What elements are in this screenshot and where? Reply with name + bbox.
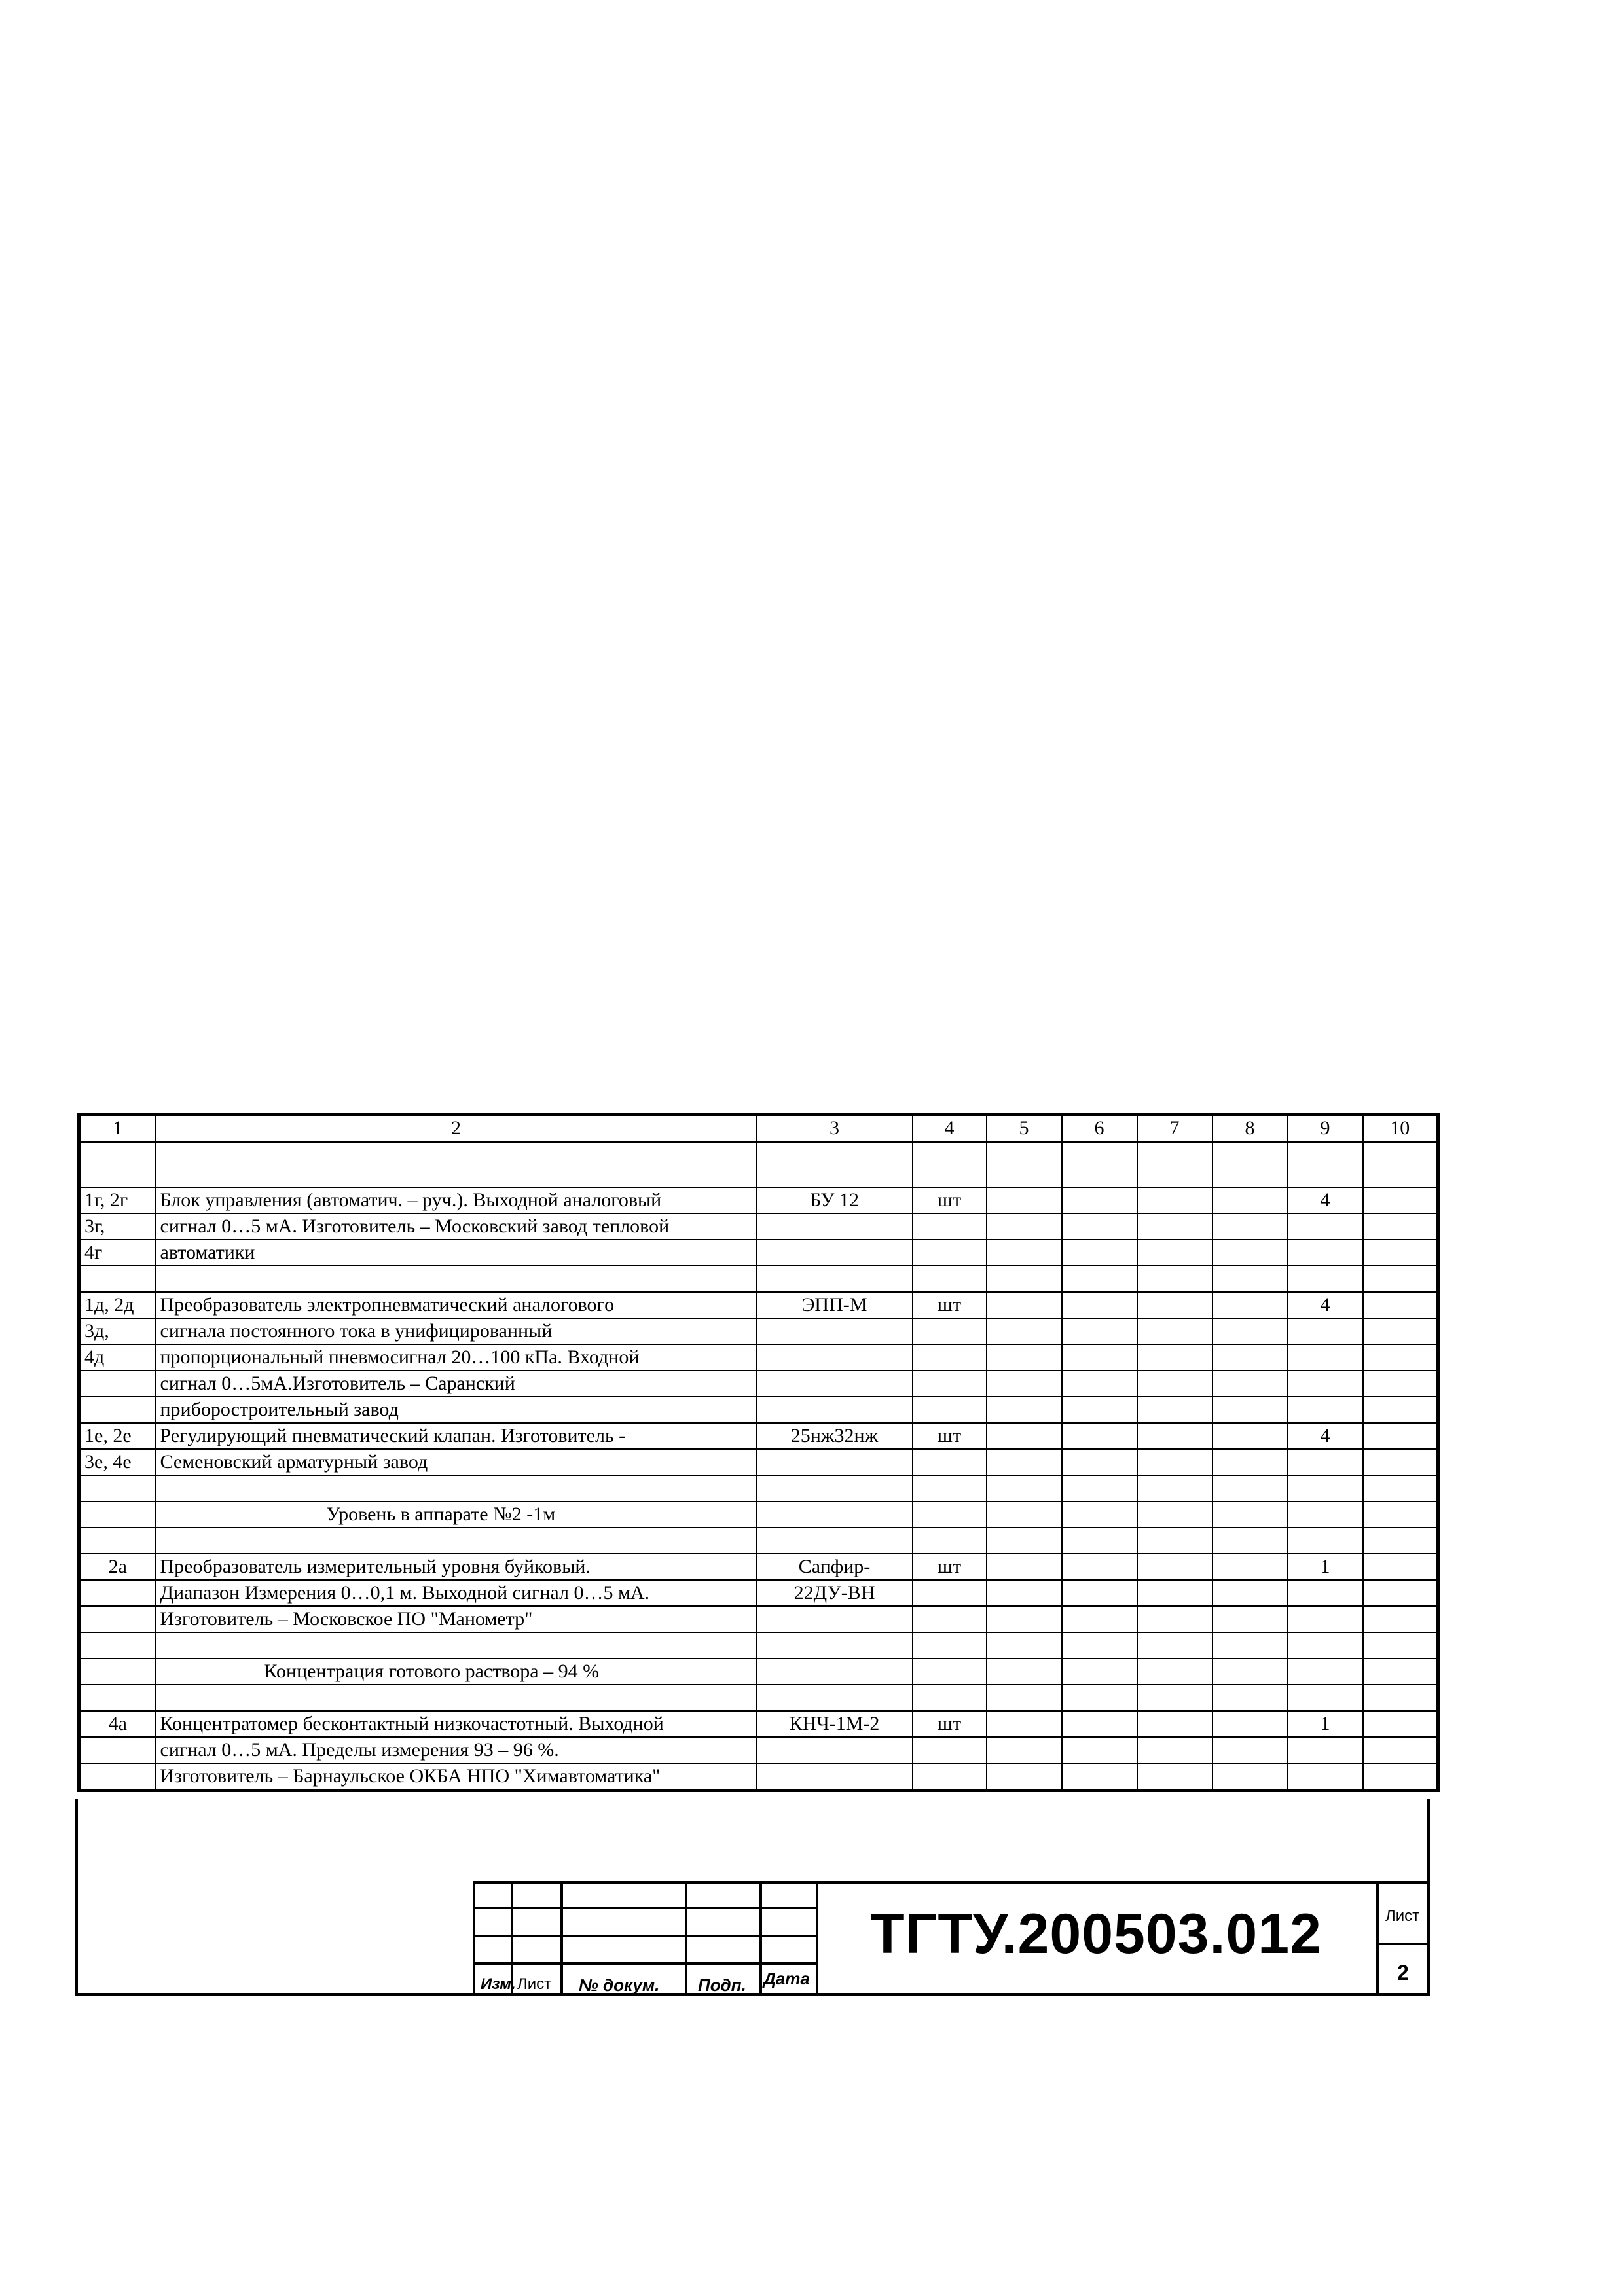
table-cell-c9 bbox=[1288, 1659, 1363, 1685]
table-cell-c6 bbox=[1062, 1554, 1137, 1580]
table-cell-c8 bbox=[1213, 1580, 1288, 1606]
table-cell-c1: 1г, 2г bbox=[79, 1187, 156, 1213]
table-cell-c9 bbox=[1288, 1371, 1363, 1397]
table-cell-c2 bbox=[156, 1142, 757, 1187]
table-cell-c7 bbox=[1137, 1528, 1213, 1554]
column-header: 4 bbox=[913, 1115, 987, 1143]
table-cell-c4 bbox=[913, 1344, 987, 1371]
table-cell-c6 bbox=[1062, 1187, 1137, 1213]
table-cell-c4 bbox=[913, 1318, 987, 1344]
table-cell-c4 bbox=[913, 1213, 987, 1240]
table-cell-c4 bbox=[913, 1240, 987, 1266]
table-cell-c2: Семеновский арматурный завод bbox=[156, 1449, 757, 1475]
table-cell-c3 bbox=[757, 1240, 913, 1266]
table-cell-c9 bbox=[1288, 1632, 1363, 1659]
table-cell-c2: Преобразователь электропневматический аналогового bbox=[156, 1292, 757, 1318]
table-row bbox=[79, 1344, 1438, 1371]
table-cell-c7 bbox=[1137, 1344, 1213, 1371]
table-cell-c10 bbox=[1363, 1632, 1438, 1659]
table-cell-c10 bbox=[1363, 1423, 1438, 1449]
table-cell-c9: 1 bbox=[1288, 1554, 1363, 1580]
table-cell-c10 bbox=[1363, 1397, 1438, 1423]
table-cell-c6 bbox=[1062, 1501, 1137, 1528]
table-cell-c5 bbox=[987, 1501, 1062, 1528]
table-cell-c4: шт bbox=[913, 1423, 987, 1449]
table-cell-c7 bbox=[1137, 1606, 1213, 1632]
table-cell-c7 bbox=[1137, 1292, 1213, 1318]
table-cell-c3 bbox=[757, 1763, 913, 1791]
table-cell-c1 bbox=[79, 1142, 156, 1187]
title-block-row-line bbox=[473, 1962, 818, 1965]
table-cell-c10 bbox=[1363, 1685, 1438, 1711]
table-cell-c10 bbox=[1363, 1580, 1438, 1606]
table-cell-c5 bbox=[987, 1528, 1062, 1554]
table-cell-c2: Диапазон Измерения 0…0,1 м. Выходной сигнал 0…5 мА. bbox=[156, 1580, 757, 1606]
table-cell-c8 bbox=[1213, 1737, 1288, 1763]
table-cell-c7 bbox=[1137, 1449, 1213, 1475]
table-cell-c2: Изготовитель – Барнаульское ОКБА НПО "Химавтоматика" bbox=[156, 1763, 757, 1791]
table-cell-c3: Сапфир- bbox=[757, 1554, 913, 1580]
table-cell-c9 bbox=[1288, 1528, 1363, 1554]
table-cell-c10 bbox=[1363, 1737, 1438, 1763]
table-cell-c1 bbox=[79, 1371, 156, 1397]
table-row bbox=[79, 1371, 1438, 1397]
table-cell-c5 bbox=[987, 1685, 1062, 1711]
table-cell-c7 bbox=[1137, 1371, 1213, 1397]
table-cell-c1 bbox=[79, 1528, 156, 1554]
table-cell-c3 bbox=[757, 1344, 913, 1371]
table-cell-c8 bbox=[1213, 1711, 1288, 1737]
table-cell-c9 bbox=[1288, 1318, 1363, 1344]
column-header: 2 bbox=[156, 1115, 757, 1143]
column-header: 1 bbox=[79, 1115, 156, 1143]
table-cell-c3 bbox=[757, 1685, 913, 1711]
table-cell-c9 bbox=[1288, 1397, 1363, 1423]
table-cell-c8 bbox=[1213, 1685, 1288, 1711]
table-cell-c1 bbox=[79, 1580, 156, 1606]
stamp-label-data: Дата bbox=[763, 1969, 810, 1988]
table-cell-c7 bbox=[1137, 1632, 1213, 1659]
table-cell-c8 bbox=[1213, 1659, 1288, 1685]
table-cell-c2: Уровень в аппарате №2 -1м bbox=[156, 1501, 757, 1528]
table-cell-c4 bbox=[913, 1685, 987, 1711]
table-cell-c6 bbox=[1062, 1659, 1137, 1685]
table-row bbox=[79, 1632, 1438, 1659]
table-cell-c9 bbox=[1288, 1763, 1363, 1791]
table-cell-c7 bbox=[1137, 1554, 1213, 1580]
table-cell-c10 bbox=[1363, 1475, 1438, 1501]
table-cell-c5 bbox=[987, 1711, 1062, 1737]
table-cell-c10 bbox=[1363, 1344, 1438, 1371]
table-cell-c5 bbox=[987, 1554, 1062, 1580]
table-cell-c8 bbox=[1213, 1606, 1288, 1632]
table-cell-c10 bbox=[1363, 1266, 1438, 1292]
table-cell-c1: 4д bbox=[79, 1344, 156, 1371]
sheet-cell-line bbox=[1376, 1943, 1430, 1945]
table-cell-c10 bbox=[1363, 1318, 1438, 1344]
table-row bbox=[79, 1685, 1438, 1711]
table-cell-c2: автоматики bbox=[156, 1240, 757, 1266]
table-cell-c7 bbox=[1137, 1685, 1213, 1711]
table-cell-c6 bbox=[1062, 1397, 1137, 1423]
table-header-row bbox=[79, 1115, 1438, 1143]
table-cell-c8 bbox=[1213, 1449, 1288, 1475]
table-row bbox=[79, 1580, 1438, 1606]
table-cell-c8 bbox=[1213, 1397, 1288, 1423]
table-cell-c3 bbox=[757, 1142, 913, 1187]
table-cell-c3 bbox=[757, 1659, 913, 1685]
table-cell-c2: Блок управления (автоматич. – руч.). Выходной аналоговый bbox=[156, 1187, 757, 1213]
table-cell-c10 bbox=[1363, 1292, 1438, 1318]
title-block-divider bbox=[473, 1881, 475, 1996]
table-cell-c3: КНЧ-1М-2 bbox=[757, 1711, 913, 1737]
table-cell-c4 bbox=[913, 1371, 987, 1397]
table-cell-c4 bbox=[913, 1580, 987, 1606]
table-cell-c9: 4 bbox=[1288, 1187, 1363, 1213]
table-cell-c1: 1д, 2д bbox=[79, 1292, 156, 1318]
table-cell-c1: 3е, 4е bbox=[79, 1449, 156, 1475]
table-cell-c9 bbox=[1288, 1449, 1363, 1475]
table-cell-c4 bbox=[913, 1632, 987, 1659]
table-cell-c9 bbox=[1288, 1344, 1363, 1371]
title-block-divider bbox=[685, 1881, 687, 1996]
stamp-label-doc-no: № докум. bbox=[579, 1975, 660, 1995]
table-cell-c6 bbox=[1062, 1580, 1137, 1606]
table-cell-c8 bbox=[1213, 1344, 1288, 1371]
table-cell-c10 bbox=[1363, 1711, 1438, 1737]
table-cell-c9 bbox=[1288, 1737, 1363, 1763]
table-cell-c6 bbox=[1062, 1142, 1137, 1187]
table-cell-c1 bbox=[79, 1397, 156, 1423]
table-cell-c8 bbox=[1213, 1554, 1288, 1580]
table-cell-c8 bbox=[1213, 1632, 1288, 1659]
column-header: 7 bbox=[1137, 1115, 1213, 1143]
stamp-label-podp: Подп. bbox=[698, 1975, 746, 1995]
table-row bbox=[79, 1142, 1438, 1187]
table-cell-c5 bbox=[987, 1763, 1062, 1791]
table-cell-c2: Концентратомер бесконтактный низкочастотный. Выходной bbox=[156, 1711, 757, 1737]
table-cell-c10 bbox=[1363, 1187, 1438, 1213]
table-cell-c6 bbox=[1062, 1423, 1137, 1449]
table-cell-c10 bbox=[1363, 1142, 1438, 1187]
table-cell-c10 bbox=[1363, 1659, 1438, 1685]
table-cell-c1: 2а bbox=[79, 1554, 156, 1580]
table-cell-c4: шт bbox=[913, 1292, 987, 1318]
table-cell-c6 bbox=[1062, 1266, 1137, 1292]
table-cell-c9: 4 bbox=[1288, 1292, 1363, 1318]
table-cell-c4 bbox=[913, 1763, 987, 1791]
table-cell-c7 bbox=[1137, 1318, 1213, 1344]
column-header: 10 bbox=[1363, 1115, 1438, 1143]
table-cell-c8 bbox=[1213, 1423, 1288, 1449]
table-cell-c9 bbox=[1288, 1240, 1363, 1266]
table-cell-c5 bbox=[987, 1318, 1062, 1344]
table-cell-c9 bbox=[1288, 1142, 1363, 1187]
table-row bbox=[79, 1711, 1438, 1737]
table-row bbox=[79, 1554, 1438, 1580]
table-cell-c3: 22ДУ-ВН bbox=[757, 1580, 913, 1606]
table-cell-c1 bbox=[79, 1606, 156, 1632]
sheet-label: Лист bbox=[1385, 1907, 1420, 1925]
title-block-divider bbox=[560, 1881, 563, 1996]
table-cell-c3 bbox=[757, 1737, 913, 1763]
table-cell-c6 bbox=[1062, 1213, 1137, 1240]
table-cell-c1 bbox=[79, 1737, 156, 1763]
table-cell-c8 bbox=[1213, 1142, 1288, 1187]
table-cell-c9: 4 bbox=[1288, 1423, 1363, 1449]
table-cell-c7 bbox=[1137, 1397, 1213, 1423]
table-cell-c8 bbox=[1213, 1266, 1288, 1292]
table-cell-c4 bbox=[913, 1606, 987, 1632]
table-cell-c2: сигнал 0…5 мА. Пределы измерения 93 – 96 %. bbox=[156, 1737, 757, 1763]
table-cell-c6 bbox=[1062, 1318, 1137, 1344]
table-cell-c10 bbox=[1363, 1240, 1438, 1266]
stamp-label-izm: Изм. bbox=[481, 1975, 516, 1993]
title-block-row-line bbox=[473, 1935, 818, 1937]
table-cell-c8 bbox=[1213, 1292, 1288, 1318]
document-code: ТГТУ.200503.012 bbox=[870, 1903, 1322, 1965]
table-cell-c3 bbox=[757, 1501, 913, 1528]
table-cell-c4 bbox=[913, 1266, 987, 1292]
table-cell-c3 bbox=[757, 1606, 913, 1632]
table-row bbox=[79, 1475, 1438, 1501]
table-row bbox=[79, 1292, 1438, 1318]
table-row bbox=[79, 1397, 1438, 1423]
table-cell-c3 bbox=[757, 1266, 913, 1292]
table-cell-c4 bbox=[913, 1475, 987, 1501]
table-cell-c4: шт bbox=[913, 1711, 987, 1737]
table-cell-c8 bbox=[1213, 1187, 1288, 1213]
table-cell-c7 bbox=[1137, 1142, 1213, 1187]
title-block-top-line bbox=[473, 1881, 1430, 1884]
table-row bbox=[79, 1737, 1438, 1763]
table-cell-c6 bbox=[1062, 1292, 1137, 1318]
table-cell-c7 bbox=[1137, 1763, 1213, 1791]
table-cell-c10 bbox=[1363, 1528, 1438, 1554]
table-row bbox=[79, 1266, 1438, 1292]
table-cell-c9 bbox=[1288, 1213, 1363, 1240]
table-cell-c7 bbox=[1137, 1501, 1213, 1528]
table-cell-c6 bbox=[1062, 1528, 1137, 1554]
table-cell-c1 bbox=[79, 1632, 156, 1659]
table-cell-c1: 4а bbox=[79, 1711, 156, 1737]
table-cell-c8 bbox=[1213, 1318, 1288, 1344]
sheet-number: 2 bbox=[1397, 1961, 1409, 1984]
table-cell-c6 bbox=[1062, 1737, 1137, 1763]
table-row bbox=[79, 1240, 1438, 1266]
table-cell-c3 bbox=[757, 1371, 913, 1397]
table-cell-c5 bbox=[987, 1580, 1062, 1606]
table-cell-c5 bbox=[987, 1449, 1062, 1475]
table-cell-c7 bbox=[1137, 1266, 1213, 1292]
table-cell-c6 bbox=[1062, 1606, 1137, 1632]
table-cell-c3: 25нж32нж bbox=[757, 1423, 913, 1449]
table-cell-c1 bbox=[79, 1266, 156, 1292]
table-cell-c5 bbox=[987, 1632, 1062, 1659]
table-cell-c2 bbox=[156, 1475, 757, 1501]
table-cell-c2: сигнал 0…5мА.Изготовитель – Саранский bbox=[156, 1371, 757, 1397]
table-cell-c8 bbox=[1213, 1371, 1288, 1397]
table-row bbox=[79, 1213, 1438, 1240]
table-cell-c7 bbox=[1137, 1423, 1213, 1449]
table-row bbox=[79, 1423, 1438, 1449]
table-cell-c4 bbox=[913, 1142, 987, 1187]
column-header: 9 bbox=[1288, 1115, 1363, 1143]
table-cell-c6 bbox=[1062, 1449, 1137, 1475]
table-cell-c7 bbox=[1137, 1737, 1213, 1763]
table-cell-c8 bbox=[1213, 1213, 1288, 1240]
table-cell-c4 bbox=[913, 1501, 987, 1528]
table-cell-c2: Преобразователь измерительный уровня буйковый. bbox=[156, 1554, 757, 1580]
table-cell-c9 bbox=[1288, 1475, 1363, 1501]
table-cell-c2: приборостроительный завод bbox=[156, 1397, 757, 1423]
table-row bbox=[79, 1187, 1438, 1213]
table-cell-c6 bbox=[1062, 1711, 1137, 1737]
table-cell-c6 bbox=[1062, 1685, 1137, 1711]
table-cell-c2: Изготовитель – Московское ПО "Манометр" bbox=[156, 1606, 757, 1632]
table-row bbox=[79, 1528, 1438, 1554]
table-row bbox=[79, 1763, 1438, 1791]
table-cell-c2 bbox=[156, 1528, 757, 1554]
table-cell-c1 bbox=[79, 1475, 156, 1501]
table-cell-c3 bbox=[757, 1449, 913, 1475]
table-cell-c10 bbox=[1363, 1763, 1438, 1791]
table-cell-c4 bbox=[913, 1449, 987, 1475]
table-cell-c8 bbox=[1213, 1763, 1288, 1791]
table-cell-c7 bbox=[1137, 1187, 1213, 1213]
table-cell-c3 bbox=[757, 1213, 913, 1240]
column-header: 6 bbox=[1062, 1115, 1137, 1143]
table-cell-c10 bbox=[1363, 1606, 1438, 1632]
table-cell-c2: сигнала постоянного тока в унифицированный bbox=[156, 1318, 757, 1344]
title-block-divider bbox=[816, 1881, 818, 1996]
table-cell-c8 bbox=[1213, 1240, 1288, 1266]
table-cell-c1 bbox=[79, 1685, 156, 1711]
table-cell-c7 bbox=[1137, 1475, 1213, 1501]
table-cell-c5 bbox=[987, 1371, 1062, 1397]
title-block-divider bbox=[1376, 1881, 1379, 1996]
table-cell-c8 bbox=[1213, 1528, 1288, 1554]
table-cell-c6 bbox=[1062, 1632, 1137, 1659]
table-cell-c8 bbox=[1213, 1501, 1288, 1528]
table-cell-c2: сигнал 0…5 мА. Изготовитель – Московский завод тепловой bbox=[156, 1213, 757, 1240]
table-cell-c3 bbox=[757, 1475, 913, 1501]
table-cell-c7 bbox=[1137, 1580, 1213, 1606]
table-cell-c5 bbox=[987, 1213, 1062, 1240]
table-cell-c6 bbox=[1062, 1763, 1137, 1791]
table-cell-c9 bbox=[1288, 1266, 1363, 1292]
table-row bbox=[79, 1318, 1438, 1344]
title-block-divider bbox=[759, 1881, 762, 1996]
table-cell-c10 bbox=[1363, 1501, 1438, 1528]
table-cell-c5 bbox=[987, 1344, 1062, 1371]
table-cell-c7 bbox=[1137, 1711, 1213, 1737]
table-cell-c7 bbox=[1137, 1240, 1213, 1266]
table-cell-c3 bbox=[757, 1397, 913, 1423]
table-cell-c7 bbox=[1137, 1659, 1213, 1685]
table-row bbox=[79, 1501, 1438, 1528]
table-cell-c5 bbox=[987, 1266, 1062, 1292]
table-cell-c5 bbox=[987, 1423, 1062, 1449]
column-header: 8 bbox=[1213, 1115, 1288, 1143]
table-cell-c10 bbox=[1363, 1371, 1438, 1397]
table-cell-c3 bbox=[757, 1318, 913, 1344]
specification-table-body bbox=[79, 1115, 1438, 1791]
table-cell-c4 bbox=[913, 1737, 987, 1763]
table-cell-c7 bbox=[1137, 1213, 1213, 1240]
table-cell-c1: 1е, 2е bbox=[79, 1423, 156, 1449]
table-cell-c5 bbox=[987, 1659, 1062, 1685]
table-cell-c9: 1 bbox=[1288, 1711, 1363, 1737]
table-cell-c5 bbox=[987, 1737, 1062, 1763]
table-cell-c4: шт bbox=[913, 1187, 987, 1213]
table-row bbox=[79, 1606, 1438, 1632]
table-cell-c4 bbox=[913, 1659, 987, 1685]
table-cell-c3: БУ 12 bbox=[757, 1187, 913, 1213]
table-row bbox=[79, 1449, 1438, 1475]
table-cell-c2 bbox=[156, 1632, 757, 1659]
table-cell-c1: 4г bbox=[79, 1240, 156, 1266]
table-cell-c4 bbox=[913, 1397, 987, 1423]
table-cell-c4 bbox=[913, 1528, 987, 1554]
table-cell-c10 bbox=[1363, 1213, 1438, 1240]
table-row bbox=[79, 1659, 1438, 1685]
stamp-label-list: Лист bbox=[517, 1975, 552, 1993]
table-cell-c2: Регулирующий пневматический клапан. Изготовитель - bbox=[156, 1423, 757, 1449]
table-cell-c5 bbox=[987, 1240, 1062, 1266]
table-cell-c5 bbox=[987, 1475, 1062, 1501]
table-cell-c10 bbox=[1363, 1449, 1438, 1475]
table-cell-c4: шт bbox=[913, 1554, 987, 1580]
table-cell-c1 bbox=[79, 1659, 156, 1685]
table-cell-c3 bbox=[757, 1528, 913, 1554]
table-cell-c2: Концентрация готового раствора – 94 % bbox=[156, 1659, 757, 1685]
specification-table bbox=[77, 1113, 1440, 1792]
table-cell-c9 bbox=[1288, 1685, 1363, 1711]
table-cell-c3 bbox=[757, 1632, 913, 1659]
title-block-row-line bbox=[473, 1907, 818, 1909]
table-cell-c1: 3г, bbox=[79, 1213, 156, 1240]
table-cell-c1: 3д, bbox=[79, 1318, 156, 1344]
table-cell-c5 bbox=[987, 1606, 1062, 1632]
table-cell-c9 bbox=[1288, 1501, 1363, 1528]
table-cell-c1 bbox=[79, 1501, 156, 1528]
table-cell-c2 bbox=[156, 1266, 757, 1292]
table-cell-c2: пропорциональный пневмосигнал 20…100 кПа. Входной bbox=[156, 1344, 757, 1371]
column-header: 5 bbox=[987, 1115, 1062, 1143]
table-cell-c9 bbox=[1288, 1606, 1363, 1632]
table-cell-c6 bbox=[1062, 1240, 1137, 1266]
table-cell-c6 bbox=[1062, 1475, 1137, 1501]
table-cell-c1 bbox=[79, 1763, 156, 1791]
table-cell-c8 bbox=[1213, 1475, 1288, 1501]
table-cell-c2 bbox=[156, 1685, 757, 1711]
column-header: 3 bbox=[757, 1115, 913, 1143]
table-cell-c5 bbox=[987, 1397, 1062, 1423]
table-cell-c6 bbox=[1062, 1344, 1137, 1371]
table-cell-c10 bbox=[1363, 1554, 1438, 1580]
table-cell-c5 bbox=[987, 1142, 1062, 1187]
table-cell-c6 bbox=[1062, 1371, 1137, 1397]
table-cell-c9 bbox=[1288, 1580, 1363, 1606]
table-cell-c5 bbox=[987, 1292, 1062, 1318]
table-cell-c5 bbox=[987, 1187, 1062, 1213]
table-cell-c3: ЭПП-М bbox=[757, 1292, 913, 1318]
